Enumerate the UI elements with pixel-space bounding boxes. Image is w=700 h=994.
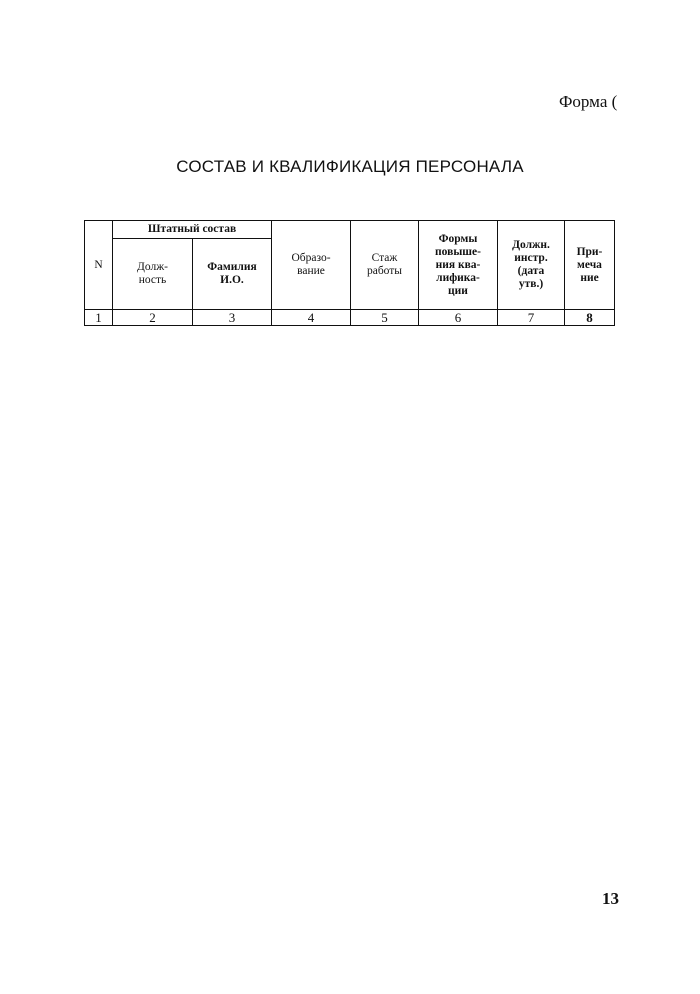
column-number: 3 xyxy=(193,310,272,326)
column-number: 7 xyxy=(498,310,565,326)
column-number: 4 xyxy=(272,310,351,326)
header-position: Долж- ность xyxy=(113,239,193,310)
header-n: N xyxy=(85,221,113,310)
column-number: 5 xyxy=(351,310,419,326)
column-number: 1 xyxy=(85,310,113,326)
column-number: 8 xyxy=(565,310,615,326)
header-name: Фамилия И.О. xyxy=(193,239,272,310)
header-instructions: Должн. инстр. (дата утв.) xyxy=(498,221,565,310)
header-notes: При- меча ние xyxy=(565,221,615,310)
header-experience: Стаж работы xyxy=(351,221,419,310)
column-numbers-row xyxy=(85,310,615,326)
personnel-table xyxy=(84,220,615,326)
document-title: СОСТАВ И КВАЛИФИКАЦИЯ ПЕРСОНАЛА xyxy=(176,157,524,176)
page-number: 13 xyxy=(602,889,619,908)
header-education: Образо- вание xyxy=(272,221,351,310)
column-number: 2 xyxy=(113,310,193,326)
form-label: Форма ( xyxy=(559,92,618,111)
header-training: Формы повыше- ния ква- лифика- ции xyxy=(419,221,498,310)
column-number: 6 xyxy=(419,310,498,326)
header-staff-group: Штатный состав xyxy=(113,221,272,239)
